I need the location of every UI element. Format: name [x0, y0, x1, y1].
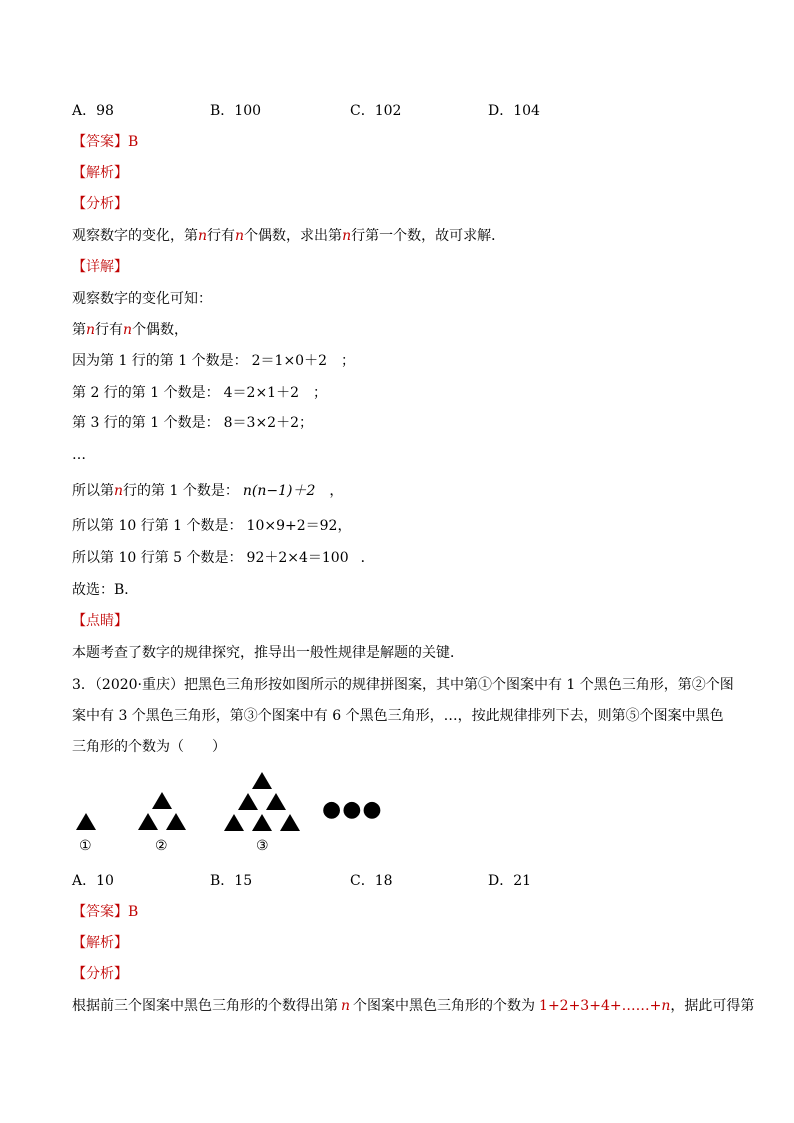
q3-fenxi-tag: 【分析】 — [72, 966, 128, 982]
q2-fenxi-text — [72, 227, 505, 245]
text-part: 个偶数，求出第 — [244, 228, 343, 244]
triangle-icon — [280, 814, 300, 831]
answer-tag: 【答案】 — [72, 904, 128, 920]
q3-option-b: B．15 — [210, 873, 253, 889]
formula: 1+2+3+4+……+ — [539, 998, 662, 1014]
q3-stem-line-2: 案中有 3 个黑色三角形，第③个图案中有 6 个黑色三角形，…，按此规律排列下去，则第⑤个图案中黑色 — [72, 708, 724, 724]
q3-option-d: D．21 — [488, 873, 532, 889]
var-n: n — [235, 228, 245, 244]
triangle-icon — [252, 772, 272, 789]
var-n: n — [123, 322, 133, 338]
q3-fenxi-text — [72, 997, 754, 1015]
triangle-icon — [166, 813, 186, 830]
triangle-icon — [224, 814, 244, 831]
detail-line-1: 观察数字的变化可知： — [72, 291, 212, 307]
text-part: 行第一个数，故可求解． — [351, 228, 506, 244]
text-part: 因为第 1 行的第 1 个数是： — [72, 353, 248, 369]
answer-value: B — [128, 904, 139, 920]
text-part: ． — [360, 550, 375, 566]
formula: 92＋2×4＝100 — [246, 550, 349, 566]
q2-answer — [72, 133, 138, 151]
triangle-icon — [76, 813, 96, 830]
detail-line-3 — [72, 352, 355, 370]
text-part: 第 2 行的第 1 个数是： — [72, 385, 220, 401]
text-part: ； — [298, 415, 313, 431]
text-part: 行有 — [207, 228, 236, 244]
q2-dianjing-tag: 【点睛】 — [72, 613, 128, 629]
var-n: n — [661, 998, 671, 1014]
text-part: 根据前三个图案中黑色三角形的个数得出第 — [72, 998, 338, 1014]
figure-label-1: ① — [79, 838, 92, 854]
q2-analysis-tag: 【解析】 — [72, 165, 128, 181]
q2-detail-tag: 【详解】 — [72, 259, 128, 275]
text-part: 所以第 10 行第 1 个数是： — [72, 518, 243, 534]
detail-line-7 — [72, 482, 343, 500]
text-part: ， — [337, 518, 352, 534]
detail-line-5 — [72, 414, 313, 432]
text-part: 行有 — [95, 322, 124, 338]
text-part: 行的第 1 个数是： — [123, 483, 239, 499]
triangle-icon — [238, 793, 258, 810]
figure-label-3: ③ — [256, 838, 269, 854]
text-part: 个偶数， — [132, 322, 189, 338]
formula: n(n−1)＋2 — [242, 483, 316, 499]
q2-option-b: B．100 — [210, 103, 262, 119]
detail-line-8 — [72, 517, 351, 535]
q3-analysis-tag: 【解析】 — [72, 935, 128, 951]
triangle-icon — [252, 814, 272, 831]
triangle-icon — [138, 813, 158, 830]
q2-dianjing-text: 本题考查了数字的规律探究，推导出一般性规律是解题的关键． — [72, 645, 464, 661]
q3-answer — [72, 903, 138, 921]
text-part: 第 — [72, 322, 86, 338]
q3-stem-line-1: 3．（2020·重庆）把黑色三角形按如图所示的规律拼图案，其中第①个图案中有 1 个黑色三角形，第②个图 — [72, 677, 734, 693]
text-part: 个图案中黑色三角形的个数为 — [353, 998, 536, 1014]
detail-line-9 — [72, 549, 375, 567]
text-part: 所以第 — [72, 483, 114, 499]
formula: 8＝3×2＋2 — [223, 415, 299, 431]
text-part: 观察数字的变化，第 — [72, 228, 198, 244]
detail-line-10: 故选：B． — [72, 582, 139, 598]
answer-tag: 【答案】 — [72, 134, 128, 150]
formula: 4＝2×1＋2 — [223, 385, 299, 401]
text-part: ， — [329, 483, 344, 499]
triangle-icon — [152, 792, 172, 809]
var-n: n — [114, 483, 124, 499]
q3-option-c: C．18 — [350, 873, 393, 889]
text-part: 第 3 行的第 1 个数是： — [72, 415, 220, 431]
q2-fenxi-tag: 【分析】 — [72, 196, 128, 212]
text-part: ； — [312, 385, 327, 401]
answer-value: B — [128, 134, 139, 150]
q3-option-a: A．10 — [72, 873, 114, 889]
detail-line-4 — [72, 384, 327, 402]
detail-line-6: … — [72, 447, 86, 463]
detail-line-2 — [72, 321, 188, 339]
q3-stem-line-3: 三角形的个数为（ ） — [72, 739, 226, 755]
formula: 2＝1×0＋2 — [251, 353, 327, 369]
figure-label-2: ② — [155, 838, 168, 854]
ellipsis-dots: ●●● — [322, 796, 383, 822]
text-part: ； — [340, 353, 355, 369]
var-n: n — [342, 228, 352, 244]
var-n: n — [198, 228, 208, 244]
triangle-icon — [266, 793, 286, 810]
q2-option-c: C．102 — [350, 103, 402, 119]
var-n: n — [341, 998, 351, 1014]
text-part: ，据此可得第 — [670, 998, 755, 1014]
text-part: 所以第 10 行第 5 个数是： — [72, 550, 243, 566]
q2-option-d: D．104 — [488, 103, 540, 119]
q2-option-a: A．98 — [72, 103, 114, 119]
var-n: n — [86, 322, 96, 338]
formula: 10×9+2＝92 — [246, 518, 338, 534]
